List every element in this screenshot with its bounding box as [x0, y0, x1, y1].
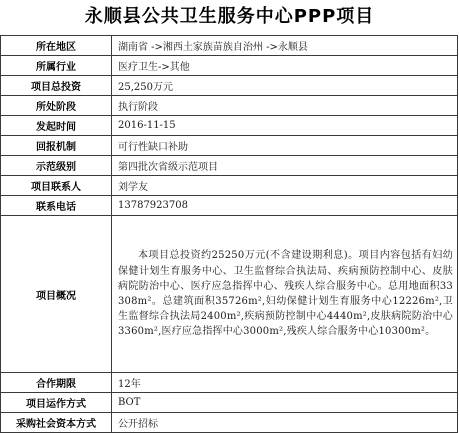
table-row-return-mechanism	[1, 136, 458, 156]
row-value: 13787923708	[112, 196, 458, 216]
row-label: 所属行业	[1, 56, 112, 76]
row-label: 项目总投资	[1, 76, 112, 96]
row-value: 湖南省 ->湘西土家族苗族自治州 ->永顺县	[112, 36, 458, 56]
table-row-industry	[1, 56, 458, 76]
table-row-procurement-method	[1, 413, 458, 433]
row-label: 项目概况	[1, 216, 112, 373]
table-row-operation-mode	[1, 393, 458, 413]
row-label: 合作期限	[1, 373, 112, 393]
row-label: 联系电话	[1, 196, 112, 216]
row-value: 2016-11-15	[112, 116, 458, 136]
row-value: 医疗卫生->其他	[112, 56, 458, 76]
table-row-total-investment	[1, 76, 458, 96]
table-row-contact-phone	[1, 196, 458, 216]
row-label: 所在地区	[1, 36, 112, 56]
row-label: 回报机制	[1, 136, 112, 156]
table-row-contact-person	[1, 176, 458, 196]
overview-text: 本项目总投资约25250万元(不含建设期利息)。项目内容包括有妇幼保健计划生育服务中心、卫生监督综合执法局、疾病预防控制中心、皮肤病院防治中心、医疗应急指挥中心、残疾人综合服务中心。总用地面积33308m²。总建筑面积35726m²,妇幼保健计划生育服务中心12226m²,卫生监督综合执法局2400m²,疾病预防控制中心4440m²,皮肤病院防治中心3360m²,医疗应急指挥中心3000m²,残疾人综合服务中心10300m²。	[112, 216, 458, 373]
row-value: 25,250万元	[112, 76, 458, 96]
row-label: 所处阶段	[1, 96, 112, 116]
row-value: 执行阶段	[112, 96, 458, 116]
row-label: 采购社会资本方式	[1, 413, 112, 433]
table-row-cooperation-term	[1, 373, 458, 393]
table-row-start-date	[1, 116, 458, 136]
row-value: 公开招标	[112, 413, 458, 433]
page-title: 永顺县公共卫生服务中心PPP项目	[84, 6, 375, 27]
row-value: 可行性缺口补助	[112, 136, 458, 156]
table-row-stage	[1, 96, 458, 116]
row-label: 项目联系人	[1, 176, 112, 196]
row-value: 第四批次省级示范项目	[112, 156, 458, 176]
project-info-table	[0, 35, 458, 433]
table-row-region	[1, 36, 458, 56]
row-value: BOT	[112, 393, 458, 413]
row-value: 12年	[112, 373, 458, 393]
row-label: 发起时间	[1, 116, 112, 136]
row-label: 项目运作方式	[1, 393, 112, 413]
table-row-demo-level	[1, 156, 458, 176]
table-row-overview	[1, 216, 458, 373]
row-value: 刘学友	[112, 176, 458, 196]
row-label: 示范级别	[1, 156, 112, 176]
